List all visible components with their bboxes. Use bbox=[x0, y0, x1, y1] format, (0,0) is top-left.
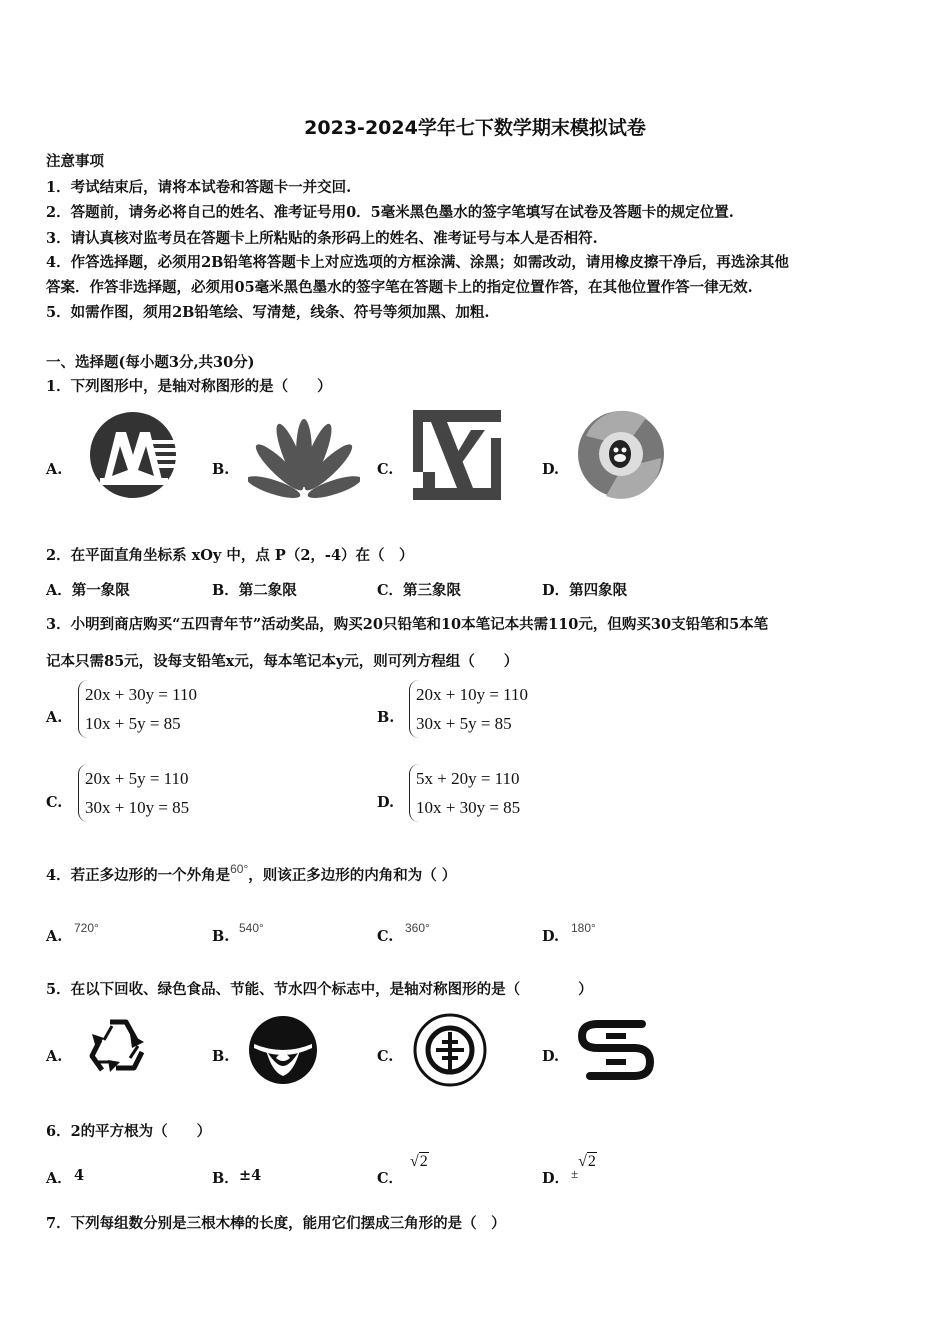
q5-label-d: D. bbox=[542, 1048, 560, 1065]
q1-option-d-penguin-logo bbox=[576, 406, 666, 502]
notice-line-1: 1．考试结束后，请将本试卷和答题卡一并交回. bbox=[46, 179, 352, 196]
q3-stem-line-2: 记本只需85元，设每支铅笔x元，每本笔记本y元，则可列方程组（ ） bbox=[46, 653, 519, 670]
q1-label-d: D. bbox=[542, 461, 560, 478]
q1-label-c: C. bbox=[377, 461, 394, 478]
notice-line-3: 3．请认真核对监考员在答题卡上所粘贴的条形码上的姓名、准考证号与本人是否相符. bbox=[46, 230, 598, 247]
q6-value-c-radicand: 2 bbox=[419, 1153, 428, 1170]
q6-value-c: √2 bbox=[410, 1153, 428, 1170]
q1-option-b-petal-logo bbox=[248, 415, 360, 505]
q1-label-a: A. bbox=[46, 461, 63, 478]
q3-label-c: C. bbox=[46, 794, 63, 811]
q6-label-a: A． bbox=[46, 1170, 72, 1187]
q3-option-a-system bbox=[78, 680, 197, 738]
q2-stem: 2．在平面直角坐标系 xOy 中，点 P（2，-4）在（ ） bbox=[46, 547, 414, 564]
q2-option-c: C．第三象限 bbox=[377, 582, 462, 599]
q5-option-a-recycle-icon bbox=[82, 1012, 154, 1084]
q3-label-b: B. bbox=[377, 709, 395, 726]
q4-stem-tail: ，则该正多边形的内角和为（ ） bbox=[248, 867, 457, 884]
section-heading: 一、选择题(每小题3分,共30分) bbox=[46, 354, 255, 371]
q5-option-d-water-saving-icon bbox=[576, 1014, 656, 1086]
q5-stem: 5．在以下回收、绿色食品、节能、节水四个标志中，是轴对称图形的是（ ） bbox=[46, 981, 593, 998]
q3-option-c-eq1: 20x + 5y = 110 bbox=[85, 769, 189, 788]
q5-option-c-energy-saving-icon bbox=[412, 1012, 488, 1088]
q2-option-b: B．第二象限 bbox=[212, 582, 297, 599]
notice-heading: 注意事项 bbox=[46, 153, 104, 170]
q3-option-a-eq1: 20x + 30y = 110 bbox=[85, 685, 198, 704]
q5-label-c: C. bbox=[377, 1048, 394, 1065]
q3-option-b-eq1: 20x + 10y = 110 bbox=[416, 685, 529, 704]
q3-option-a-eq2: 10x + 5y = 85 bbox=[85, 714, 181, 733]
q2-option-a: A．第一象限 bbox=[46, 582, 130, 599]
q4-label-a: A. bbox=[46, 928, 63, 945]
q1-stem: 1．下列图形中，是轴对称图形的是（ ） bbox=[46, 378, 332, 395]
q4-angle: 60° bbox=[230, 862, 249, 876]
q4-label-d: D. bbox=[542, 928, 560, 945]
notice-line-6: 5．如需作图，须用2B铅笔绘、写清楚，线条、符号等须加黑、加粗. bbox=[46, 304, 490, 321]
q3-option-d-system bbox=[409, 764, 520, 822]
q5-label-b: B. bbox=[212, 1048, 230, 1065]
q6-stem: 6．2的平方根为（ ） bbox=[46, 1123, 212, 1140]
q7-stem: 7．下列每组数分别是三根木棒的长度，能用它们摆成三角形的是（ ） bbox=[46, 1215, 506, 1232]
q1-label-b: B. bbox=[212, 461, 230, 478]
q6-label-c: C． bbox=[377, 1170, 404, 1187]
q4-value-c: 360° bbox=[405, 921, 430, 935]
q3-option-c-eq2: 30x + 10y = 85 bbox=[85, 798, 190, 817]
q4-value-b: 540° bbox=[239, 921, 264, 935]
q4-label-b: B. bbox=[212, 928, 230, 945]
q3-stem-line-1: 3．小明到商店购买“五四青年节”活动奖品，购买20只铅笔和10本笔记本共需110元，但购买30支铅笔和5本笔 bbox=[46, 616, 769, 633]
q3-option-c-system bbox=[78, 764, 189, 822]
q6-label-b: B． bbox=[212, 1170, 239, 1187]
notice-line-2: 2．答题前，请务必将自己的姓名、准考证号用0．5毫米黑色墨水的签字笔填写在试卷及答题卡的规定位置. bbox=[46, 204, 734, 221]
q4-value-a: 720° bbox=[74, 921, 99, 935]
q6-value-d: $_\pm$√2 bbox=[571, 1153, 596, 1181]
q5-option-b-green-food-icon bbox=[246, 1014, 320, 1086]
q6-value-a: 4 bbox=[74, 1167, 85, 1184]
q3-label-a: A. bbox=[46, 709, 63, 726]
q2-option-d: D．第四象限 bbox=[542, 582, 628, 599]
q3-option-b-system bbox=[409, 680, 528, 738]
q3-option-b-eq2: 30x + 5y = 85 bbox=[416, 714, 512, 733]
notice-line-5: 答案．作答非选择题，必须用05毫米黑色墨水的签字笔在答题卡上的指定位置作答，在其他位置作答一律无效. bbox=[46, 279, 753, 296]
q3-option-d-eq1: 5x + 20y = 110 bbox=[416, 769, 520, 788]
q1-option-a-m-logo bbox=[86, 410, 184, 500]
q6-label-d: D． bbox=[542, 1170, 570, 1187]
q4-stem bbox=[46, 864, 456, 885]
q3-option-d-eq2: 10x + 30y = 85 bbox=[416, 798, 521, 817]
page-title: 2023-2024学年七下数学期末模拟试卷 bbox=[304, 117, 646, 139]
q4-value-d: 180° bbox=[571, 921, 596, 935]
notice-line-4: 4．作答选择题，必须用2B铅笔将答题卡上对应选项的方框涂满、涂黑；如需改动，请用橡皮擦干净后，再选涂其他 bbox=[46, 254, 789, 271]
q3-label-d: D. bbox=[377, 794, 395, 811]
q1-option-c-square-logo bbox=[411, 408, 503, 502]
q4-label-c: C. bbox=[377, 928, 394, 945]
q6-value-b: ±4 bbox=[239, 1167, 262, 1184]
q4-stem-text: 4．若正多边形的一个外角是 bbox=[46, 867, 231, 884]
q5-label-a: A. bbox=[46, 1048, 63, 1065]
